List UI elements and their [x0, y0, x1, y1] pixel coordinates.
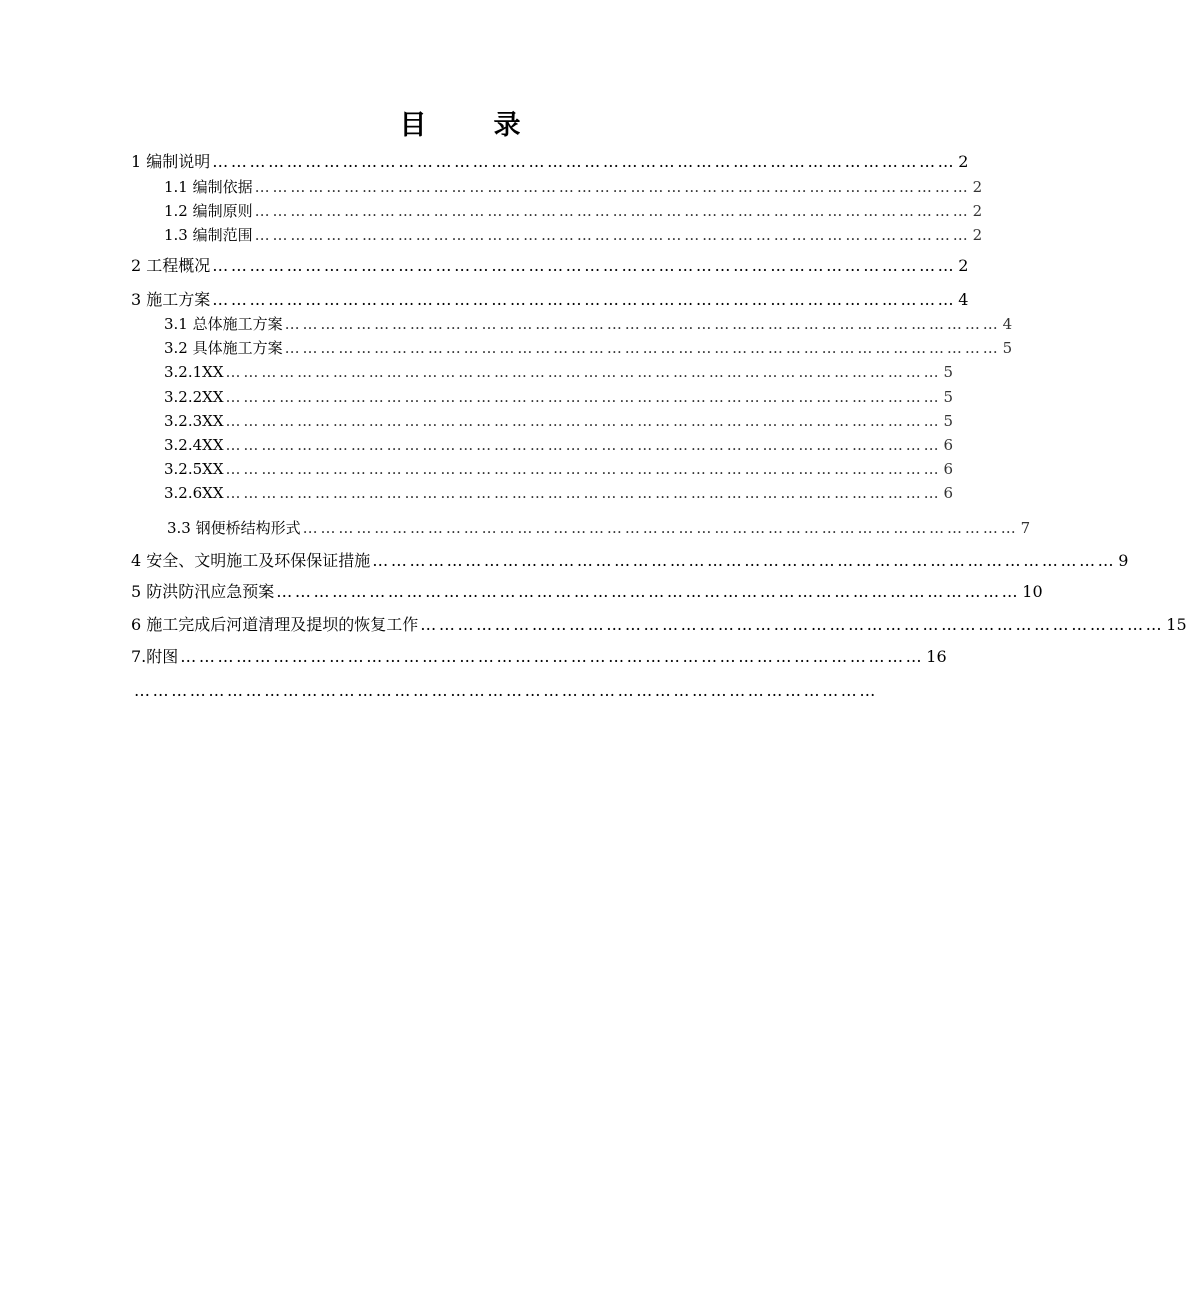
- dot-leader: …………………………………………………………………………………………………………: [212, 256, 957, 275]
- dot-leader: …………………………………………………………………………………………………………: [302, 519, 1019, 537]
- toc-entry-page: 6: [943, 484, 954, 502]
- dot-leader: …………………………………………………………………………………………………………: [225, 484, 942, 502]
- dot-leader: …………………………………………………………………………………………………………: [284, 315, 1001, 333]
- toc-entry-label: 4 安全、文明施工及环保保证措施: [131, 551, 371, 570]
- toc-entry-1-2[interactable]: [164, 199, 983, 223]
- toc-entry-page: 10: [1022, 582, 1043, 601]
- toc-entry-3-2-2[interactable]: [164, 385, 954, 409]
- toc-entry-label: 3 施工方案: [131, 290, 211, 309]
- toc-entry-label: 3.3 钢便桥结构形式: [167, 519, 301, 537]
- toc-entry-5[interactable]: [131, 580, 1043, 604]
- dot-leader: …………………………………………………………………………………………………………: [420, 615, 1165, 634]
- trailing-dot-leader: …………………………………………………………………………………………………………: [134, 681, 878, 700]
- toc-entry-6[interactable]: [131, 613, 1187, 637]
- toc-entry-label: 1 编制说明: [131, 152, 211, 171]
- toc-entry-label: 1.3 编制范围: [164, 226, 253, 244]
- toc-entry-page: 9: [1118, 551, 1129, 570]
- toc-entry-3-2-6[interactable]: [164, 481, 954, 505]
- toc-entry-label: 3.2.4XX: [164, 436, 224, 454]
- toc-entry-page: 16: [926, 647, 947, 666]
- dot-leader: …………………………………………………………………………………………………………: [212, 290, 957, 309]
- dot-leader: …………………………………………………………………………………………………………: [254, 226, 971, 244]
- toc-entry-page: 5: [1002, 339, 1013, 357]
- dot-leader: …………………………………………………………………………………………………………: [225, 460, 942, 478]
- dot-leader: …………………………………………………………………………………………………………: [225, 412, 942, 430]
- toc-entry-label: 3.2 具体施工方案: [164, 339, 283, 357]
- toc-entry-label: 3.2.1XX: [164, 363, 224, 381]
- dot-leader: …………………………………………………………………………………………………………: [254, 202, 971, 220]
- dot-leader: …………………………………………………………………………………………………………: [180, 647, 925, 666]
- toc-entry-1-1[interactable]: [164, 175, 983, 199]
- toc-entry-3-2-3[interactable]: [164, 409, 954, 433]
- toc-entry-7[interactable]: [131, 645, 947, 669]
- toc-entry-page: 2: [972, 202, 983, 220]
- toc-entry-label: 7.附图: [131, 647, 179, 666]
- toc-entry-3-3[interactable]: [167, 516, 1031, 540]
- dot-leader: …………………………………………………………………………………………………………: [276, 582, 1021, 601]
- toc-entry-label: 3.2.6XX: [164, 484, 224, 502]
- toc-entry-3-2-5[interactable]: [164, 457, 954, 481]
- toc-entry-1-3[interactable]: [164, 223, 983, 247]
- toc-entry-page: 5: [943, 388, 954, 406]
- toc-entry-page: 6: [943, 436, 954, 454]
- toc-entry-label: 3.2.5XX: [164, 460, 224, 478]
- toc-entry-label: 1.2 编制原则: [164, 202, 253, 220]
- toc-entry-label: 6 施工完成后河道清理及提坝的恢复工作: [131, 615, 419, 634]
- toc-entry-page: 2: [972, 178, 983, 196]
- toc-entry-3-2-1[interactable]: [164, 360, 954, 384]
- toc-entry-label: 3.2.2XX: [164, 388, 224, 406]
- dot-leader: …………………………………………………………………………………………………………: [372, 551, 1117, 570]
- toc-entry-3-1[interactable]: [164, 312, 1013, 336]
- toc-entry-page: 6: [943, 460, 954, 478]
- toc-entry-page: 5: [943, 412, 954, 430]
- toc-entry-page: 2: [972, 226, 983, 244]
- toc-entry-1[interactable]: [131, 150, 969, 174]
- toc-entry-label: 1.1 编制依据: [164, 178, 253, 196]
- toc-entry-label: 3.1 总体施工方案: [164, 315, 283, 333]
- toc-entry-3[interactable]: [131, 288, 969, 312]
- toc-entry-page: 2: [958, 256, 969, 275]
- toc-entry-3-2[interactable]: [164, 336, 1013, 360]
- toc-entry-page: 7: [1020, 519, 1031, 537]
- toc-entry-page: 4: [1002, 315, 1013, 333]
- dot-leader: …………………………………………………………………………………………………………: [225, 363, 942, 381]
- toc-entry-page: 4: [958, 290, 969, 309]
- dot-leader: …………………………………………………………………………………………………………: [225, 436, 942, 454]
- dot-leader: …………………………………………………………………………………………………………: [254, 178, 971, 196]
- toc-title: 目 录: [399, 110, 541, 141]
- toc-entry-label: 3.2.3XX: [164, 412, 224, 430]
- toc-entry-3-2-4[interactable]: [164, 433, 954, 457]
- toc-entry-label: 2 工程概况: [131, 256, 211, 275]
- dot-leader: …………………………………………………………………………………………………………: [284, 339, 1001, 357]
- toc-entry-4[interactable]: [131, 549, 1129, 573]
- dot-leader: …………………………………………………………………………………………………………: [212, 152, 957, 171]
- toc-entry-label: 5 防洪防汛应急预案: [131, 582, 275, 601]
- toc-entry-page: 15: [1166, 615, 1187, 634]
- dot-leader: …………………………………………………………………………………………………………: [225, 388, 942, 406]
- toc-entry-2[interactable]: [131, 254, 969, 278]
- toc-entry-page: 5: [943, 363, 954, 381]
- toc-entry-page: 2: [958, 152, 969, 171]
